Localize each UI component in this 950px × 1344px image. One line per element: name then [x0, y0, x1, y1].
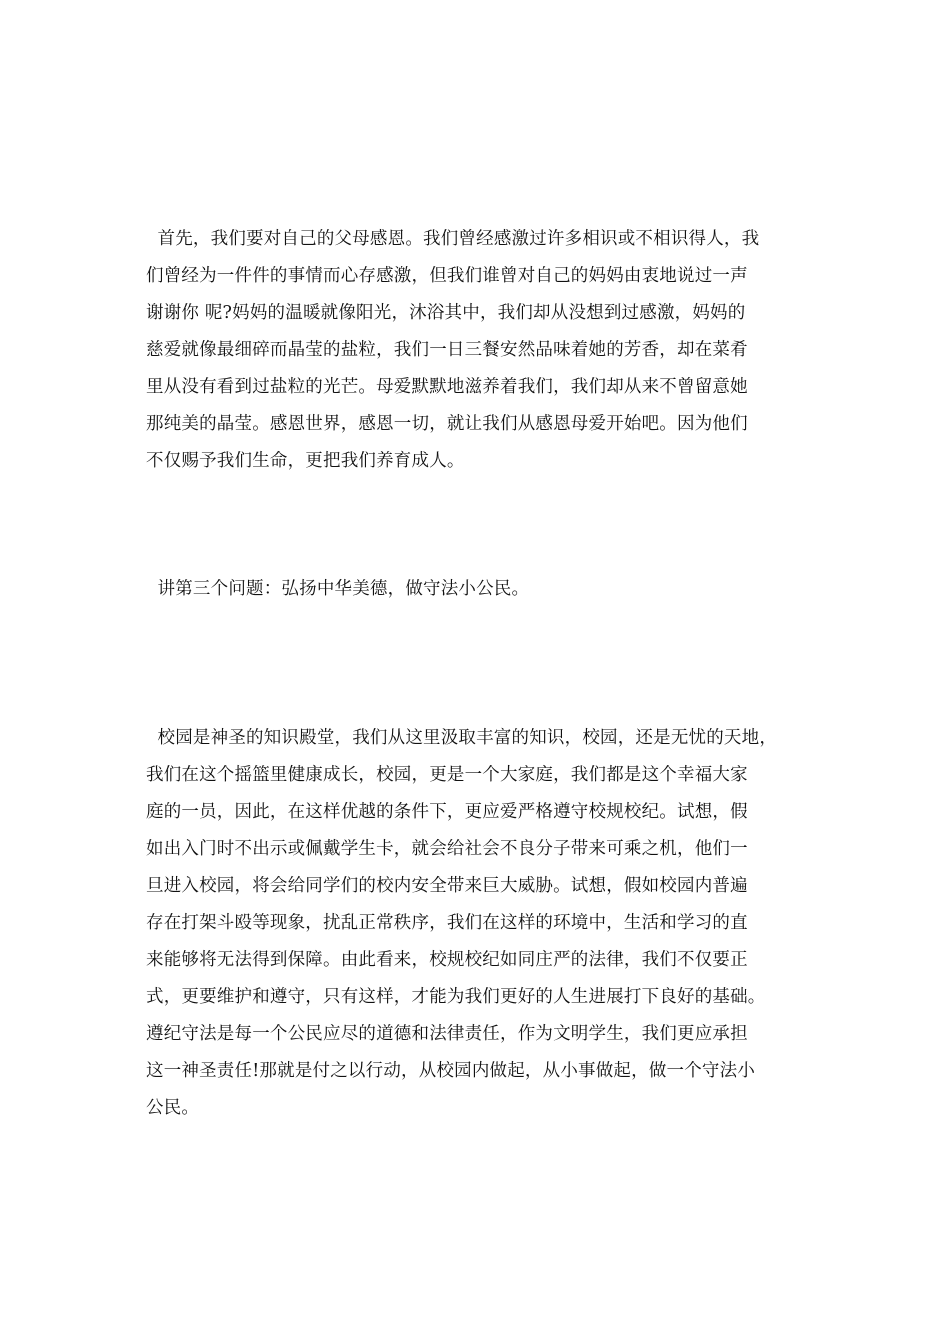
text-line: 那纯美的晶莹。感恩世界，感恩一切，就让我们从感恩母爱开始吧。因为他们: [146, 414, 748, 434]
text-line: 我们在这个摇篮里健康成长，校园，更是一个大家庭，我们都是这个幸福大家: [146, 765, 748, 785]
paragraph-school-rules: [146, 720, 836, 1127]
text-line: 校园是神圣的知识殿堂，我们从这里汲取丰富的知识，校园，还是无忧的天地，: [146, 728, 778, 748]
text-line: 慈爱就像最细碎而晶莹的盐粒，我们一日三餐安然品味着她的芳香，却在菜肴: [146, 340, 748, 360]
text-line: 来能够将无法得到保障。由此看来，校规校纪如同庄严的法律，我们不仅要正: [146, 950, 748, 970]
paragraph-gratitude-to-parents: [146, 221, 836, 480]
text-line: 如出入门时不出示或佩戴学生卡，就会给社会不良分子带来可乘之机，他们一: [146, 839, 748, 859]
text-line: 首先，我们要对自己的父母感恩。我们曾经感激过许多相识或不相识得人，我: [146, 229, 760, 249]
text-line: 遵纪守法是每一个公民应尽的道德和法律责任，作为文明学生，我们更应承担: [146, 1024, 748, 1044]
text-line: 讲第三个问题：弘扬中华美德，做守法小公民。: [146, 579, 530, 599]
text-line: 谢谢你 呢?妈妈的温暖就像阳光，沐浴其中，我们却从没想到过感激，妈妈的: [146, 303, 746, 323]
text-line: 公民。: [146, 1098, 200, 1118]
text-line: 里从没有看到过盐粒的光芒。母爱默默地滋养着我们，我们却从来不曾留意她: [146, 377, 748, 397]
text-line: 们曾经为一件件的事情而心存感激，但我们谁曾对自己的妈妈由衷地说过一声: [146, 266, 748, 286]
text-line: 式，更要维护和遵守，只有这样，才能为我们更好的人生进展打下良好的基础。: [146, 987, 766, 1007]
text-line: 庭的一员，因此，在这样优越的条件下，更应爱严格遵守校规校纪。试想，假: [146, 802, 748, 822]
paragraph-third-topic-heading: [146, 571, 836, 608]
text-line: 存在打架斗殴等现象，扰乱正常秩序，我们在这样的环境中，生活和学习的直: [146, 913, 748, 933]
text-line: 旦进入校园，将会给同学们的校内安全带来巨大威胁。试想，假如校园内普遍: [146, 876, 748, 896]
text-line: 这一神圣责任!那就是付之以行动，从校园内做起，从小事做起，做一个守法小: [146, 1061, 756, 1081]
text-line: 不仅赐予我们生命，更把我们养育成人。: [146, 451, 465, 471]
